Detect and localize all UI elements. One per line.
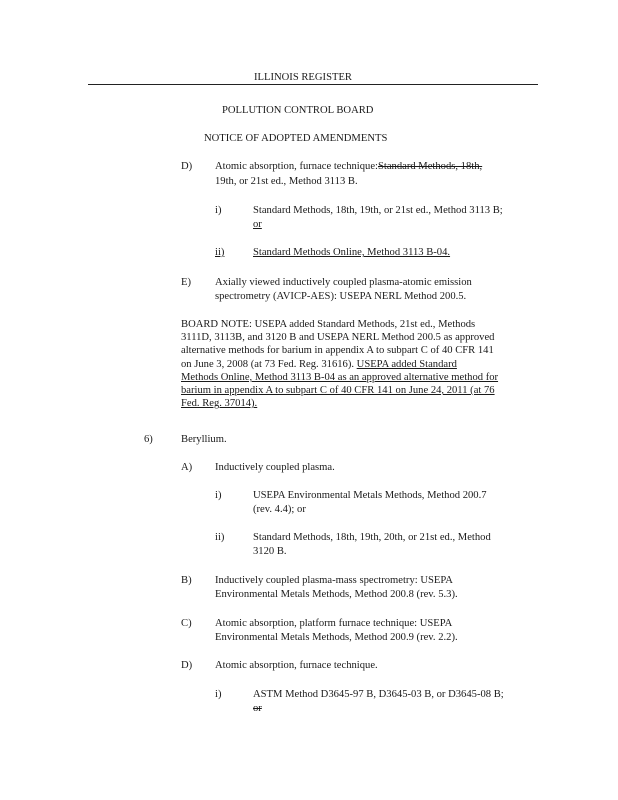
section-label-6: 6) <box>144 434 153 445</box>
barium-E-line2: spectrometry (AVICP-AES): USEPA NERL Method 200.5. <box>215 291 467 302</box>
beryllium-A-label: A) <box>181 462 193 473</box>
beryllium-C-line1: Atomic absorption, platform furnace technique: USEPA <box>215 618 453 629</box>
beryllium-C-label: C) <box>181 618 192 629</box>
board-note-added-text: USEPA added Standard <box>356 358 457 370</box>
barium-D-i-line1: Standard Methods, 18th, 19th, or 21st ed., Method 3113 B; <box>253 205 503 216</box>
barium-E-line1: Axially viewed inductively coupled plasma-atomic emission <box>215 277 472 288</box>
beryllium-D-label: D) <box>181 660 193 671</box>
beryllium-title: Beryllium. <box>181 434 227 445</box>
board-name: POLLUTION CONTROL BOARD <box>222 105 374 116</box>
barium-D-i-line2: or <box>253 219 262 230</box>
beryllium-A-i-line2: (rev. 4.4); or <box>253 504 306 515</box>
notice-title: NOTICE OF ADOPTED AMENDMENTS <box>204 133 388 144</box>
beryllium-B-label: B) <box>181 575 192 586</box>
board-note-line: BOARD NOTE: USEPA added Standard Methods, 21st ed., Methods <box>181 319 476 330</box>
item-label-E: E) <box>181 277 191 288</box>
beryllium-B-line2: Environmental Metals Methods, Method 200.8 (rev. 5.3). <box>215 589 458 600</box>
barium-D-line1-text: Atomic absorption, furnace technique: <box>215 161 378 172</box>
board-note-line: Fed. Reg. 37014). <box>181 398 258 410</box>
beryllium-A-ii-line1: Standard Methods, 18th, 19th, 20th, or 21st ed., Method <box>253 532 491 543</box>
beryllium-D-i-label: i) <box>215 689 222 700</box>
barium-D-ii-label: ii) <box>215 247 225 258</box>
beryllium-A-ii-line2: 3120 B. <box>253 546 287 557</box>
board-note-line: barium in appendix A to subpart C of 40 CFR 141 on June 24, 2011 (at 76 <box>181 385 495 397</box>
item-label-D: D) <box>181 161 193 172</box>
beryllium-D-i-line1: ASTM Method D3645-97 B, D3645-03 B, or D3645-08 B; <box>253 689 504 700</box>
beryllium-B-line1: Inductively coupled plasma-mass spectrometry: USEPA <box>215 575 453 586</box>
barium-D-i-label: i) <box>215 205 222 216</box>
board-note-line: alternative methods for barium in appendix A to subpart C of 40 CFR 141 <box>181 345 494 357</box>
barium-D-line1 <box>215 160 482 173</box>
beryllium-A-i-label: i) <box>215 490 222 501</box>
barium-D-line2: 19th, or 21st ed., Method 3113 B. <box>215 176 358 187</box>
beryllium-A-ii-label: ii) <box>215 532 225 543</box>
board-note <box>181 318 498 410</box>
register-title: ILLINOIS REGISTER <box>254 72 352 83</box>
board-note-line: Methods Online, Method 3113 B-04 as an approved alternative method for <box>181 371 499 383</box>
beryllium-C-line2: Environmental Metals Methods, Method 200.9 (rev. 2.2). <box>215 632 458 643</box>
header-rule <box>88 84 538 85</box>
beryllium-A-text: Inductively coupled plasma. <box>215 462 335 473</box>
barium-D-ii-line1: Standard Methods Online, Method 3113 B-04. <box>253 247 451 258</box>
board-note-plain-text: on June 3, 2008 (at 73 Fed. Reg. 31616). <box>181 358 355 370</box>
board-note-line: 3111D, 3113B, and 3120 B and USEPA NERL Method 200.5 as approved <box>181 332 495 344</box>
beryllium-D-text: Atomic absorption, furnace technique. <box>215 660 378 671</box>
beryllium-A-i-line1: USEPA Environmental Metals Methods, Method 200.7 <box>253 490 487 501</box>
beryllium-D-i-line2: or <box>253 703 262 714</box>
board-note-line <box>181 358 498 371</box>
barium-D-struck-text: Standard Methods, 18th, <box>377 161 483 172</box>
